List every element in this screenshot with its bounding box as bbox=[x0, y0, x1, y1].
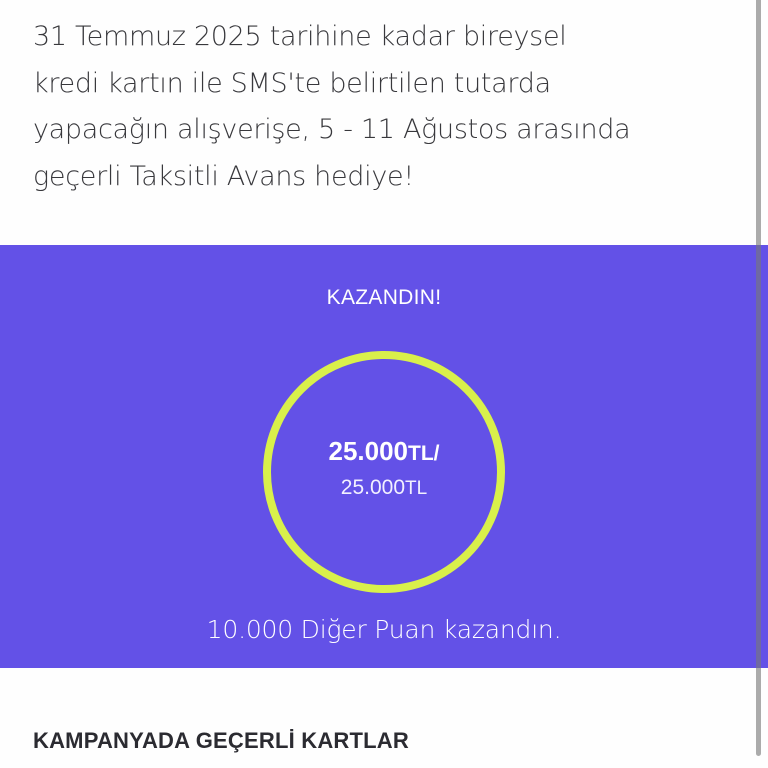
earned-amount bbox=[328, 435, 439, 470]
campaign-description bbox=[33, 14, 753, 200]
won-heading: KAZANDIN! bbox=[326, 286, 442, 309]
points-earned-message: 10.000 Diğer Puan kazandın. bbox=[206, 615, 562, 644]
earned-amount-unit: TL/ bbox=[408, 442, 440, 465]
description-line-4: geçerli Taksitli Avans hediye! bbox=[33, 160, 414, 192]
target-amount bbox=[341, 472, 427, 505]
earned-amount-value: 25.000 bbox=[328, 436, 409, 466]
target-amount-value: 25.000 bbox=[340, 476, 406, 499]
progress-ring-content bbox=[271, 359, 497, 585]
reward-status-panel bbox=[0, 245, 768, 668]
valid-cards-heading: KAMPANYADA GEÇERLİ KARTLAR bbox=[33, 728, 409, 753]
progress-ring bbox=[263, 351, 505, 593]
vertical-scrollbar[interactable] bbox=[756, 0, 761, 756]
target-amount-unit: TL bbox=[405, 478, 428, 499]
description-line-3: yapacağın alışverişe, 5 - 11 Ağustos arasında bbox=[33, 114, 631, 145]
page-edge-hero bbox=[761, 245, 768, 668]
description-line-2: kredi kartın ile SMS'te belirtilen tutarda bbox=[33, 67, 551, 99]
description-line-1: 31 Temmuz 2025 tarihine kadar bireysel bbox=[33, 21, 567, 52]
